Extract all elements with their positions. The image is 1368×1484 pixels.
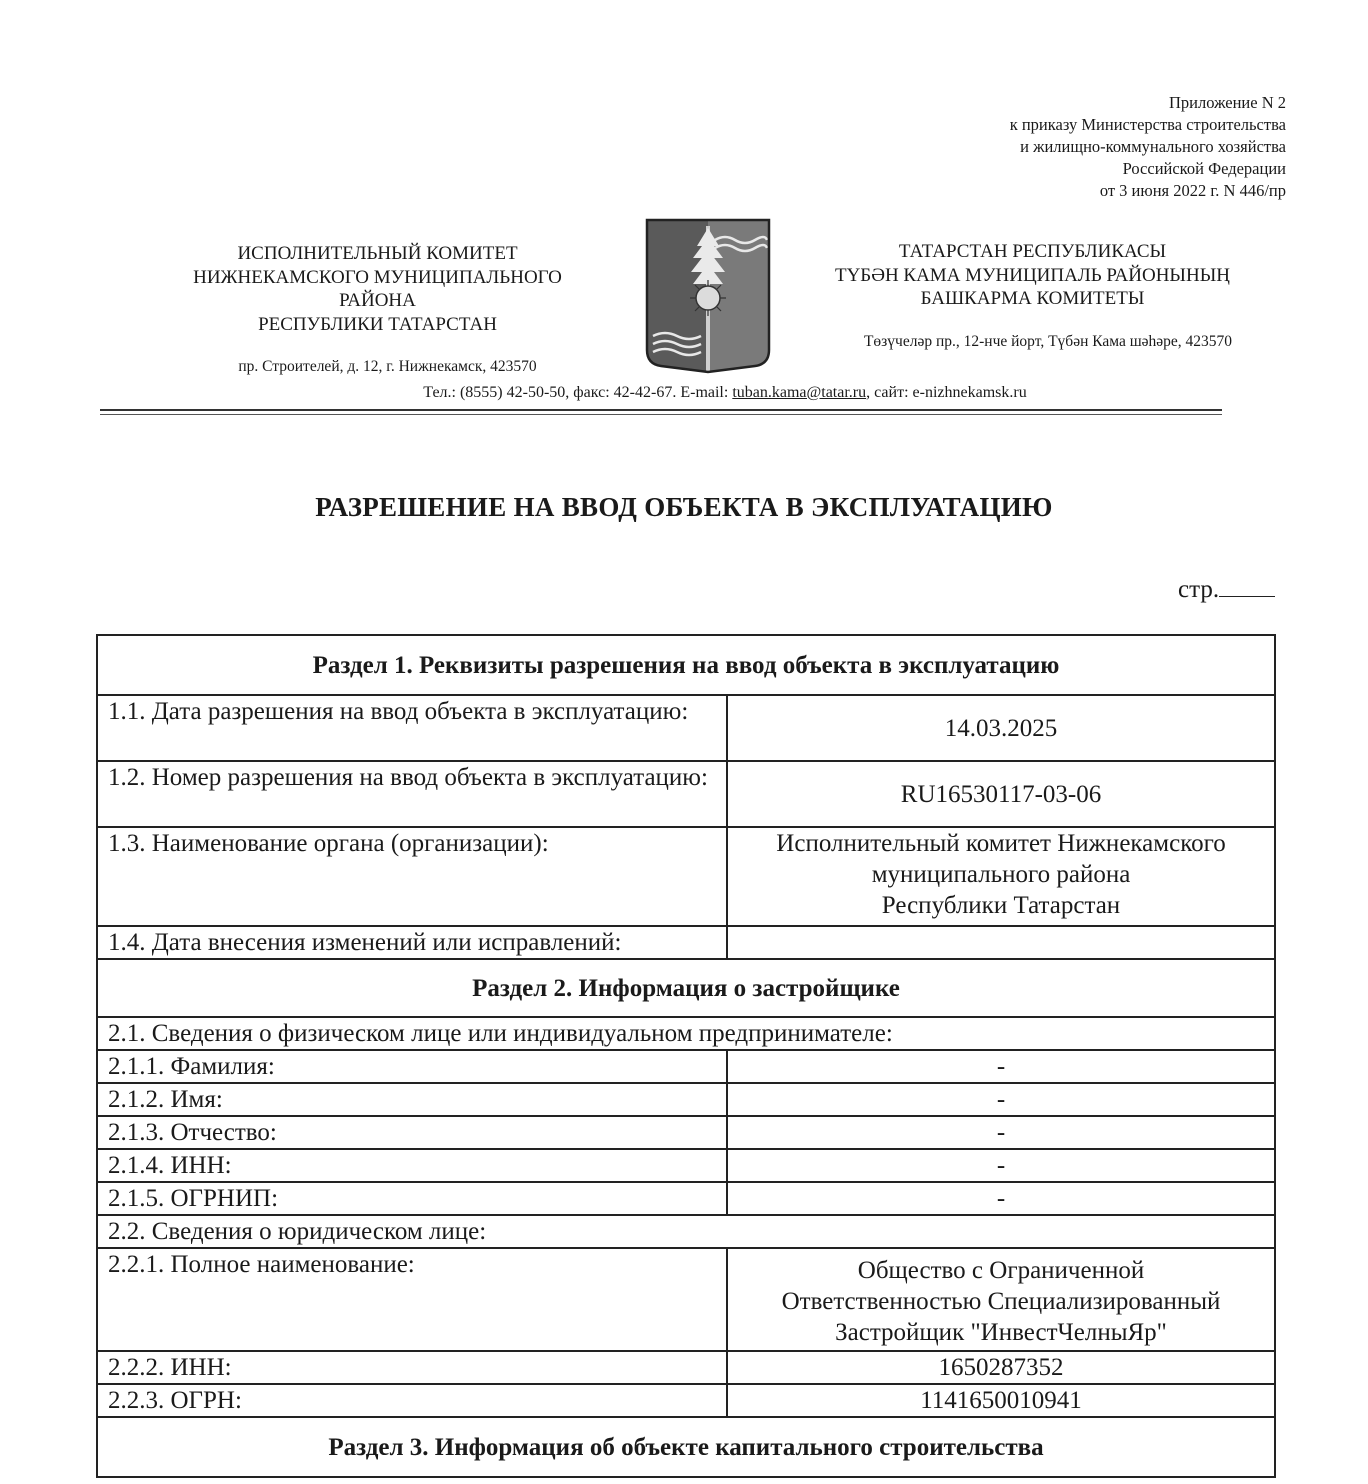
row-2-1-4-value: - bbox=[727, 1149, 1275, 1182]
appendix-note bbox=[766, 92, 1286, 202]
section3-heading: Раздел 3. Информация об объекте капитального строительства bbox=[97, 1417, 1275, 1477]
email-link[interactable]: tuban.kama@tatar.ru bbox=[732, 384, 867, 401]
org-ru-line: ИСПОЛНИТЕЛЬНЫЙ КОМИТЕТ bbox=[237, 243, 518, 264]
row-1-4-value bbox=[727, 926, 1275, 959]
address-russian: пр. Строителей, д. 12, г. Нижнекамск, 423570 bbox=[238, 358, 537, 375]
row-1-1-value: 14.03.2025 bbox=[727, 695, 1275, 761]
row-2-2-2-value: 1650287352 bbox=[727, 1351, 1275, 1384]
row-2-2-2-label: 2.2.2. ИНН: bbox=[97, 1351, 727, 1384]
row-2-1-5-label: 2.1.5. ОГРНИП: bbox=[97, 1182, 727, 1215]
section1-heading: Раздел 1. Реквизиты разрешения на ввод объекта в эксплуатацию bbox=[97, 635, 1275, 695]
row-2-2-1-value-line: Ответственностью Специализированный bbox=[781, 1288, 1221, 1315]
row-2-2-label: 2.2. Сведения о юридическом лице: bbox=[97, 1215, 1275, 1248]
org-tt-line: БАШКАРМА КОМИТЕТЫ bbox=[920, 288, 1145, 309]
row-2-2-1-value bbox=[727, 1248, 1275, 1351]
row-1-3-value bbox=[727, 827, 1275, 926]
row-1-3-label: 1.3. Наименование органа (организации): bbox=[97, 827, 727, 926]
row-2-2-3-value: 1141650010941 bbox=[727, 1384, 1275, 1417]
row-2-1-3-value: - bbox=[727, 1116, 1275, 1149]
contacts-site: , сайт: e-nizhnekamsk.ru bbox=[866, 384, 1027, 401]
appendix-line: к приказу Министерства строительства bbox=[1009, 115, 1286, 134]
row-2-1-1-label: 2.1.1. Фамилия: bbox=[97, 1050, 727, 1083]
org-ru-line: НИЖНЕКАМСКОГО МУНИЦИПАЛЬНОГО bbox=[193, 266, 562, 288]
org-tt-line: ТҮБӘН КАМА МУНИЦИПАЛЬ РАЙОНЫНЫҢ bbox=[834, 264, 1230, 286]
page-number bbox=[1178, 572, 1275, 604]
document-title: РАЗРЕШЕНИЕ НА ВВОД ОБЪЕКТА В ЭКСПЛУАТАЦИЮ bbox=[315, 492, 1053, 522]
row-2-1-label: 2.1. Сведения о физическом лице или индивидуальном предпринимателе: bbox=[97, 1017, 1275, 1050]
row-1-3-value-line: муниципального района bbox=[871, 861, 1131, 888]
row-1-2-label: 1.2. Номер разрешения на ввод объекта в эксплуатацию: bbox=[97, 761, 727, 827]
row-2-1-1-value: - bbox=[727, 1050, 1275, 1083]
org-ru-line: РЕСПУБЛИКИ ТАТАРСТАН bbox=[258, 313, 497, 335]
row-2-2-1-label: 2.2.1. Полное наименование: bbox=[97, 1248, 727, 1351]
section2-heading: Раздел 2. Информация о застройщике bbox=[97, 959, 1275, 1017]
row-2-2-1-value-line: Застройщик "ИнвестЧелныЯр" bbox=[835, 1319, 1167, 1346]
row-1-1-label: 1.1. Дата разрешения на ввод объекта в эксплуатацию: bbox=[97, 695, 727, 761]
org-ru-line: РАЙОНА bbox=[339, 290, 416, 311]
header-divider bbox=[100, 409, 1222, 411]
page-label: стр. bbox=[1178, 576, 1220, 603]
org-name-tatar bbox=[820, 240, 1245, 311]
row-2-1-3-label: 2.1.3. Отчество: bbox=[97, 1116, 727, 1149]
appendix-line: и жилищно-коммунального хозяйства bbox=[1020, 137, 1286, 156]
contacts-phone-fax: Тел.: (8555) 42-50-50, факс: 42-42-67. E-mail: bbox=[423, 384, 733, 401]
page-number-blank bbox=[1219, 572, 1275, 597]
contacts-line bbox=[150, 384, 1300, 402]
appendix-line: Приложение N 2 bbox=[1169, 93, 1286, 112]
row-1-4-label: 1.4. Дата внесения изменений или исправлений: bbox=[97, 926, 727, 959]
permit-form-table bbox=[96, 634, 1276, 1478]
row-1-2-value: RU16530117-03-06 bbox=[727, 761, 1275, 827]
appendix-line: от 3 июня 2022 г. N 446/пр bbox=[1099, 181, 1286, 200]
row-2-1-5-value: - bbox=[727, 1182, 1275, 1215]
coat-of-arms-emblem bbox=[645, 218, 771, 378]
org-tt-line: ТАТАРСТАН РЕСПУБЛИКАСЫ bbox=[898, 241, 1167, 262]
row-2-2-3-label: 2.2.3. ОГРН: bbox=[97, 1384, 727, 1417]
address-tatar: Төзүчеләр пр., 12-нче йорт, Түбән Кама шәһәре, 423570 bbox=[863, 333, 1233, 350]
row-2-1-2-value: - bbox=[727, 1083, 1275, 1116]
header-divider-thin bbox=[100, 414, 1222, 415]
row-1-3-value-line: Республики Татарстан bbox=[881, 892, 1121, 919]
appendix-line: Российской Федерации bbox=[1122, 159, 1286, 178]
row-1-3-value-line: Исполнительный комитет Нижнекамского bbox=[776, 830, 1226, 857]
row-2-1-4-label: 2.1.4. ИНН: bbox=[97, 1149, 727, 1182]
org-name-russian bbox=[150, 242, 605, 336]
row-2-1-2-label: 2.1.2. Имя: bbox=[97, 1083, 727, 1116]
row-2-2-1-value-line: Общество с Ограниченной bbox=[857, 1257, 1145, 1284]
